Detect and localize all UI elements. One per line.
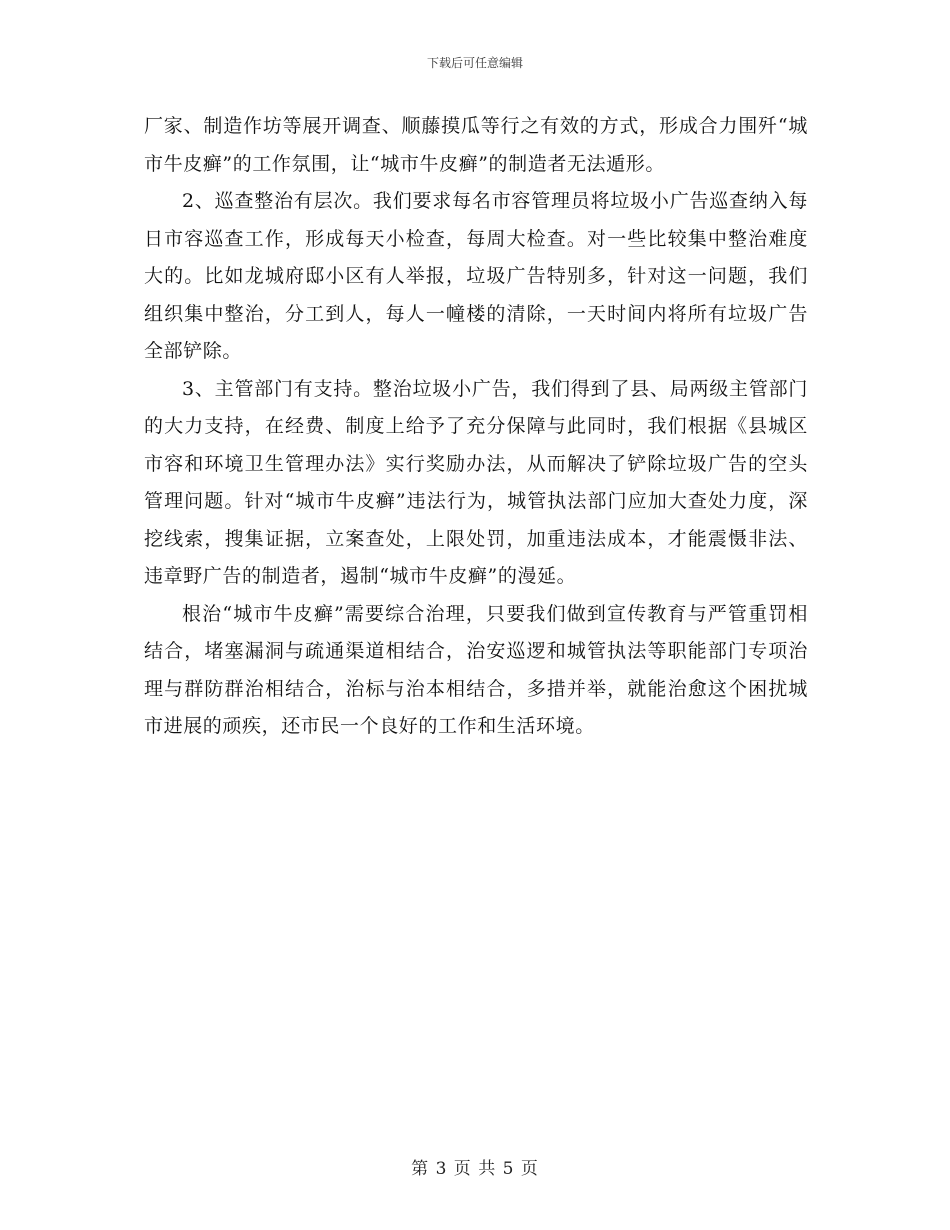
page-number-footer: 第 3 页 共 5 页 (411, 1159, 539, 1179)
page-header-note: 下载后可任意编辑 (426, 56, 523, 70)
paragraph-4: 根治“城市牛皮癣”需要综合治理，只要我们做到宣传教育与严管重罚相结合，堵塞漏洞与疏通渠道相结合，治安巡逻和城管执法等职能部门专项治理与群防群治相结合，治标与治本相结合，多措并举，就能治愈这个困扰城市进展的顽疾，还市民一个良好的工作和生活环境。 (144, 602, 808, 737)
paragraph-3: 3、主管部门有支持。整治垃圾小广告，我们得到了县、局两级主管部门的大力支持，在经费、制度上给予了充分保障与此同时，我们根据《县城区市容和环境卫生管理办法》实行奖励办法，从而解决了铲除垃圾广告的空头管理问题。针对“城市牛皮癣”违法行为，城管执法部门应加大查处力度，深挖线索，搜集证据，立案查处，上限处罚，加重违法成本，才能震慑非法、违章野广告的制造者，遏制“城市牛皮癣”的漫延。 (144, 377, 808, 587)
paragraph-1: 厂家、制造作坊等展开调查、顺藤摸瓜等行之有效的方式，形成合力围歼“城市牛皮癣”的工作氛围，让“城市牛皮癣”的制造者无法遁形。 (144, 115, 808, 175)
document-body (144, 108, 808, 746)
paragraph-2: 2、巡查整治有层次。我们要求每名市容管理员将垃圾小广告巡查纳入每日市容巡查工作，形成每天小检查，每周大检查。对一些比较集中整治难度大的。比如龙城府邸小区有人举报，垃圾广告特别多，针对这一问题，我们组织集中整治，分工到人，每人一幢楼的清除，一天时间内将所有垃圾广告全部铲除。 (144, 190, 808, 362)
